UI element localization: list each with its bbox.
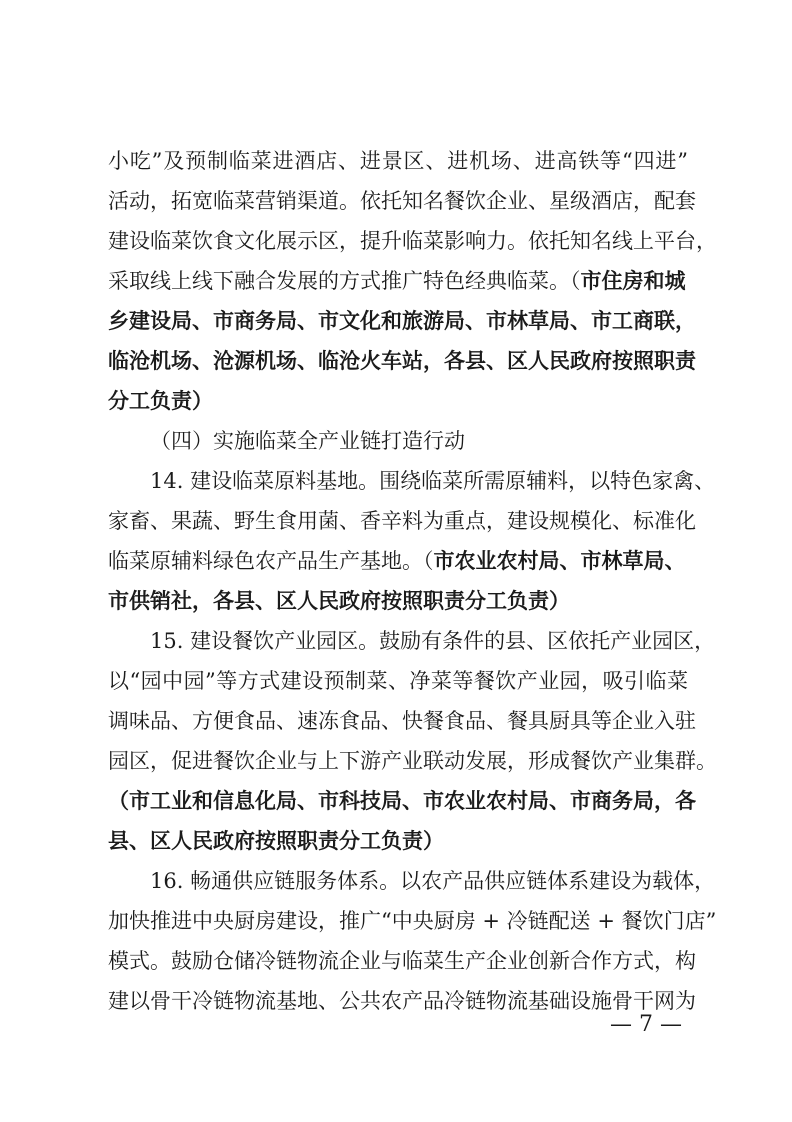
body-line: 建以骨干冷链物流基地、公共农产品冷链物流基础设施骨干网为 [108, 989, 696, 1013]
page-number: — 7 — [610, 1012, 682, 1037]
body-line: 建设临菜饮食文化展示区，提升临菜影响力。依托知名线上平台， [108, 229, 717, 253]
body-line: 以“园中园”等方式建设预制菜、净菜等餐饮产业园，吸引临菜 [108, 669, 688, 693]
responsible-departments-line: 乡建设局、市商务局、市文化和旅游局、市林草局、市工商联， [108, 308, 696, 333]
body-line: 模式。鼓励仓储冷链物流企业与临菜生产企业创新合作方式，构 [108, 949, 696, 973]
body-line: 小吃”及预制临菜进酒店、进景区、进机场、进高铁等“四进” [108, 149, 688, 173]
responsible-departments-line: 分工负责） [108, 388, 213, 413]
item-15-heading: 15. 建设餐饮产业园区。鼓励有条件的县、区依托产业园区， [150, 629, 716, 653]
body-line-mixed [108, 263, 688, 299]
responsible-departments-line: 临沧机场、沧源机场、临沧火车站，各县、区人民政府按照职责 [108, 348, 696, 373]
responsible-departments: 市农业农村局、市林草局、 [433, 548, 686, 573]
body-line: 园区，促进餐饮企业与上下游产业联动发展，形成餐饮产业集群。 [108, 749, 717, 773]
body-text: 临菜原辅料绿色农产品生产基地。（ [108, 549, 434, 573]
responsible-departments: 市住房和城 [580, 268, 686, 293]
body-line-mixed [108, 543, 688, 579]
body-line: 活动，拓宽临菜营销渠道。依托知名餐饮企业、星级酒店，配套 [108, 189, 696, 213]
item-14-heading: 14. 建设临菜原料基地。围绕临菜所需原辅料，以特色家禽、 [150, 469, 716, 493]
responsible-departments-line: 县、区人民政府按照职责分工负责） [108, 828, 444, 853]
body-text: 采取线上线下融合发展的方式推广特色经典临菜。（ [108, 269, 581, 293]
responsible-departments-line: 市供销社，各县、区人民政府按照职责分工负责） [108, 588, 570, 613]
responsible-departments-line: （市工业和信息化局、市科技局、市农业农村局、市商务局，各 [108, 788, 696, 813]
body-line: 加快推进中央厨房建设，推广“中央厨房 + 冷链配送 + 餐饮门店” [108, 909, 717, 933]
body-line: 家畜、果蔬、野生食用菌、香辛料为重点，建设规模化、标准化 [108, 509, 696, 533]
item-16-heading: 16. 畅通供应链服务体系。以农产品供应链体系建设为载体， [150, 869, 716, 893]
body-line: 调味品、方便食品、速冻食品、快餐食品、餐具厨具等企业入驻 [108, 709, 696, 733]
section-heading: （四）实施临菜全产业链打造行动 [150, 429, 465, 453]
